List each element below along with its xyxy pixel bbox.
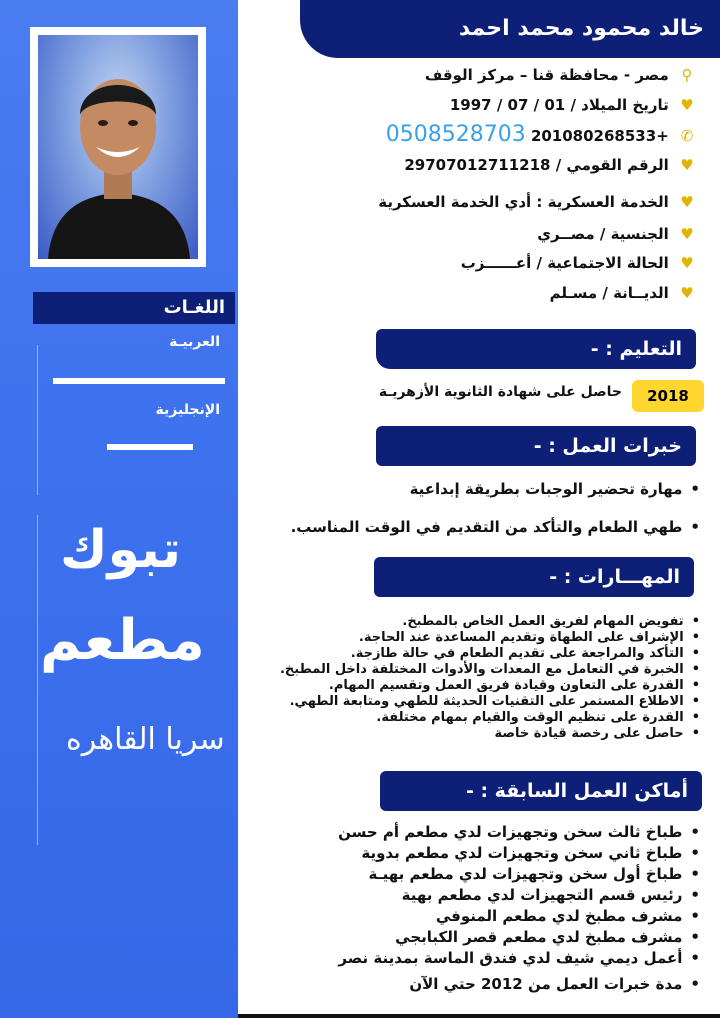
list-item: • طباخ ثالث سخن وتجهيزات لدي مطعم أم حسن <box>338 822 700 843</box>
info-text: الخدمة العسكرية : أدي الخدمة العسكرية <box>378 193 669 211</box>
workplaces-list <box>338 822 700 995</box>
skills-title: المهـــارات : - <box>374 557 694 597</box>
heart-icon: ♥ <box>680 156 694 174</box>
list-item: • طباخ أول سخن وتجهيزات لدي مطعم بهيـة <box>338 864 700 885</box>
profile-photo <box>38 35 198 259</box>
info-text: تاريخ الميلاد / 01 / 07 / 1997 <box>449 96 669 114</box>
list-item: • التأكد والمراجعة على تقديم الطعام في حالة طازجة. <box>280 646 700 662</box>
heart-icon: ♥ <box>680 193 694 211</box>
info-birthdate <box>450 96 700 114</box>
heart-icon: ♥ <box>680 254 694 272</box>
info-address <box>425 66 700 84</box>
list-item: • الإشراف على الطهاة وتقديم المساعدة عند الحاجة. <box>280 630 700 646</box>
language-english: الإنجليزية <box>155 402 220 418</box>
skills-list <box>280 614 700 742</box>
list-item: • حاصل على رخصة قيادة خاصة <box>280 726 700 742</box>
divider-line <box>37 345 38 495</box>
language-english-level-bar <box>107 444 193 450</box>
education-title: التعليم : - <box>376 329 696 369</box>
list-item: • مشرف مطبخ لدي مطعم قصر الكبابجي <box>338 927 700 948</box>
list-item: • مهارة تحضير الوجبات بطريقة إبداعية <box>291 480 700 498</box>
experience-list <box>291 480 700 536</box>
bottom-border <box>238 1014 720 1018</box>
list-item: • مشرف مطبخ لدي مطعم المنوفي <box>338 906 700 927</box>
heart-icon: ♥ <box>680 225 694 243</box>
info-text: مصر - محافظة قنا – مركز الوقف <box>424 66 669 84</box>
experience-title: خبرات العمل : - <box>376 426 696 466</box>
language-arabic-level-bar <box>53 378 225 384</box>
language-arabic: العربيـة <box>169 334 220 350</box>
full-name-title: خالد محمود محمد احمد <box>300 0 720 58</box>
list-item: • الخبرة في التعامل مع المعدات والأدوات المختلفة داخل المطبخ. <box>280 662 700 678</box>
workplaces-title: أماكن العمل السابقة : - <box>380 771 702 811</box>
heart-icon: ♥ <box>680 284 694 302</box>
info-text: الديــانة / مسـلم <box>549 284 669 302</box>
list-item: • طباخ ثاني سخن وتجهيزات لدي مطعم بدوية <box>338 843 700 864</box>
list-item: • الاطلاع المستمر على التقنيات الحديثة للطهي ومتابعة الطهي. <box>280 694 700 710</box>
info-text: الحالة الاجتماعية / أعــــــزب <box>460 254 669 272</box>
divider-line <box>37 515 38 845</box>
phone-primary[interactable]: +201080268533 <box>530 127 669 145</box>
list-item: • تفويض المهام لفريق العمل الخاص بالمطبخ. <box>280 614 700 630</box>
info-text: الرقم القومي / 29707012711218 <box>404 156 669 174</box>
list-item: • رئيس قسم التجهيزات لدي مطعم بهية <box>338 885 700 906</box>
promo-line-3: سريا القاهره <box>66 722 225 757</box>
profile-photo-frame <box>30 27 206 267</box>
phone-secondary[interactable]: 0508528703 <box>385 122 526 147</box>
info-military <box>378 193 700 211</box>
info-national-id <box>404 156 700 174</box>
education-year-badge: 2018 <box>632 380 704 412</box>
info-nationality <box>537 225 700 243</box>
list-item: • طهي الطعام والتأكد من التقديم في الوقت المناسب. <box>291 518 700 536</box>
info-phone <box>386 122 700 147</box>
phone-icon: ✆ <box>680 127 694 145</box>
list-item: • أعمل ديمي شيف لدي فندق الماسة بمدينة نصر <box>338 948 700 969</box>
education-text: حاصل على شهادة الثانوية الأزهريـة <box>378 384 622 400</box>
list-item: • مدة خبرات العمل من 2012 حتي الآن <box>338 974 700 995</box>
languages-title: اللغـات <box>33 292 235 324</box>
info-religion <box>550 284 700 302</box>
promo-line-1: تبوك <box>60 520 182 580</box>
promo-line-2: مطعم <box>40 608 205 673</box>
info-marital <box>461 254 700 272</box>
sidebar <box>0 0 238 1018</box>
info-text: الجنسية / مصــري <box>537 225 669 243</box>
list-item: • القدرة على تنظيم الوقت والقيام بمهام مختلفة. <box>280 710 700 726</box>
heart-icon: ♥ <box>680 96 694 114</box>
person-portrait-icon <box>38 35 198 259</box>
list-item: • القدرة على التعاون وقيادة فريق العمل وتقسيم المهام. <box>280 678 700 694</box>
location-pin-icon: ⚲ <box>681 66 693 84</box>
